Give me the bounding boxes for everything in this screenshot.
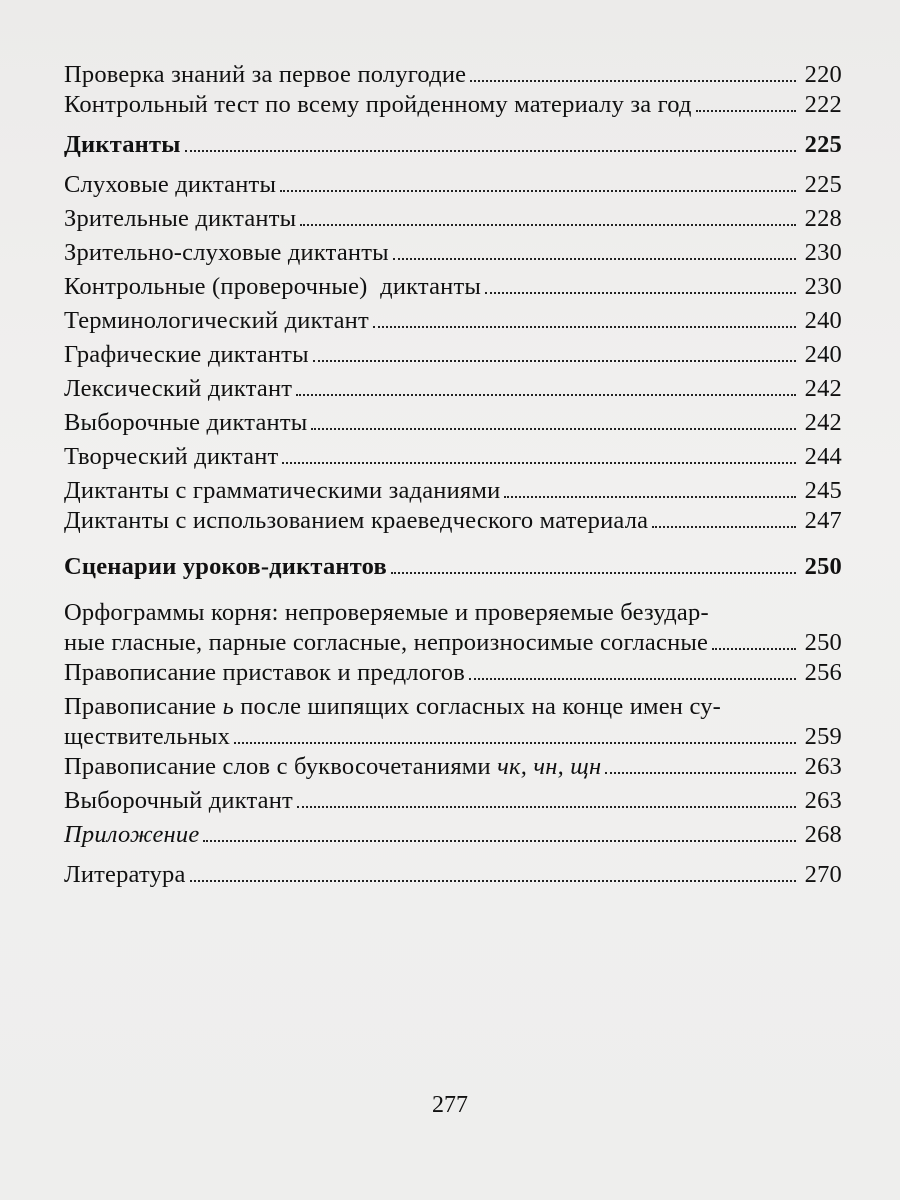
toc-entry-page: 263 <box>804 787 842 814</box>
toc-entry-page: 225 <box>804 171 842 198</box>
dot-leader <box>470 79 796 82</box>
toc-section-heading <box>64 552 842 582</box>
toc-entry-page: 263 <box>804 753 842 780</box>
toc-entry-title: Выборочные диктанты <box>64 409 308 436</box>
toc-entry-title: Творческий диктант <box>64 443 279 470</box>
toc-entry <box>64 506 842 536</box>
toc-entry-title: Правописание приставок и предлогов <box>64 659 466 686</box>
toc-entry-page: 259 <box>804 723 842 750</box>
toc-entry-page: 222 <box>804 91 842 118</box>
dot-leader <box>203 839 796 842</box>
dot-leader <box>300 223 796 226</box>
toc-entry-last-line <box>64 722 842 752</box>
toc-entry <box>64 820 842 850</box>
dot-leader <box>696 109 796 112</box>
toc-entry <box>64 170 842 200</box>
toc-entry-title: Приложение <box>64 821 200 848</box>
dot-leader <box>373 325 796 328</box>
toc-entry-title: Литература <box>64 861 186 888</box>
toc-entry-page: 220 <box>804 61 842 88</box>
dot-leader <box>469 677 796 680</box>
toc-entry-title: Диктанты с грамматическими заданиями <box>64 477 501 504</box>
toc-entry-title-line1: Орфограммы корня: непроверяемые и проверяемые безудар- <box>64 599 709 626</box>
toc-entry-page: 244 <box>804 443 842 470</box>
dot-leader <box>504 495 796 498</box>
toc-entry-title-italic: ь <box>222 693 234 720</box>
page-number: 277 <box>432 1092 468 1118</box>
toc-section-title: Сценарии уроков-диктантов <box>64 553 387 580</box>
toc-entry-page: 242 <box>804 409 842 436</box>
toc-entry-page: 228 <box>804 205 842 232</box>
dot-leader <box>652 525 796 528</box>
toc-entry <box>64 272 842 302</box>
dot-leader <box>190 879 796 882</box>
toc-entry-title: Контрольные (проверочные) диктанты <box>64 273 482 300</box>
dot-leader <box>313 359 796 362</box>
dot-leader <box>296 393 796 396</box>
toc-section-page: 225 <box>804 131 842 158</box>
toc-entry-title: Выборочный диктант <box>64 787 293 814</box>
toc-entry <box>64 90 842 120</box>
dot-leader <box>391 571 796 574</box>
dot-leader <box>234 741 796 744</box>
toc-entry-title-line2: ные гласные, парные согласные, непроизносимые согласные <box>64 629 709 656</box>
toc-entry <box>64 340 842 370</box>
toc-entry-last-line <box>64 628 842 658</box>
dot-leader <box>393 257 796 260</box>
dot-leader <box>605 771 796 774</box>
toc-entry <box>64 60 842 90</box>
dot-leader <box>311 427 796 430</box>
toc-entry-title: Контрольный тест по всему пройденному материалу за год <box>64 91 692 118</box>
toc-entry <box>64 786 842 816</box>
toc-entry-multiline <box>64 598 842 658</box>
toc-entry-title: Диктанты с использованием краеведческого материала <box>64 507 649 534</box>
toc-entry-title: Слуховые диктанты <box>64 171 277 198</box>
toc-section-page: 250 <box>804 553 842 580</box>
toc-entry-title-part: Правописание слов с буквосочетаниями <box>64 753 498 780</box>
toc-entry-title: Зрительные диктанты <box>64 205 297 232</box>
toc-entry <box>64 860 842 890</box>
toc-entry-page: 268 <box>804 821 842 848</box>
toc-entry-page: 230 <box>804 239 842 266</box>
toc-entry-title-part: после шипящих согласных на конце имен су- <box>233 693 722 720</box>
toc-entry-page: 240 <box>804 341 842 368</box>
toc-section-heading <box>64 130 842 160</box>
toc-entry <box>64 238 842 268</box>
toc-entry-title-italic: чк, чн, щн <box>497 753 602 780</box>
toc-entry <box>64 204 842 234</box>
dot-leader <box>297 805 796 808</box>
toc-entry <box>64 658 842 688</box>
toc-entry-page: 230 <box>804 273 842 300</box>
toc-entry-title: Лексический диктант <box>64 375 293 402</box>
toc-entry-title-line2: ществительных <box>64 723 231 750</box>
toc-entry <box>64 442 842 472</box>
toc-entry-title-part: Правописание <box>64 693 223 720</box>
dot-leader <box>185 149 796 152</box>
toc-entry-page: 240 <box>804 307 842 334</box>
toc-entry-title: Зрительно-слуховые диктанты <box>64 239 389 266</box>
toc-section-title: Диктанты <box>64 131 181 158</box>
toc-entry-page: 245 <box>804 477 842 504</box>
toc-entry-page: 242 <box>804 375 842 402</box>
toc-entry <box>64 752 842 782</box>
dot-leader <box>485 291 796 294</box>
toc-entry-page: 270 <box>804 861 842 888</box>
toc-entry-page: 250 <box>804 629 842 656</box>
toc-entry <box>64 374 842 404</box>
toc-entry <box>64 408 842 438</box>
toc-entry-title-line1 <box>64 692 842 722</box>
toc-entry <box>64 476 842 506</box>
toc-entry-page: 256 <box>804 659 842 686</box>
toc-entry-multiline <box>64 692 842 752</box>
dot-leader <box>712 647 796 650</box>
toc-entry-title: Графические диктанты <box>64 341 309 368</box>
toc-entry-title <box>64 752 601 782</box>
dot-leader <box>282 461 796 464</box>
toc-entry-title: Проверка знаний за первое полугодие <box>64 61 467 88</box>
toc-entry-page: 247 <box>804 507 842 534</box>
toc-entry <box>64 306 842 336</box>
toc-entry-title: Терминологический диктант <box>64 307 369 334</box>
dot-leader <box>280 189 796 192</box>
table-of-contents <box>64 60 842 890</box>
